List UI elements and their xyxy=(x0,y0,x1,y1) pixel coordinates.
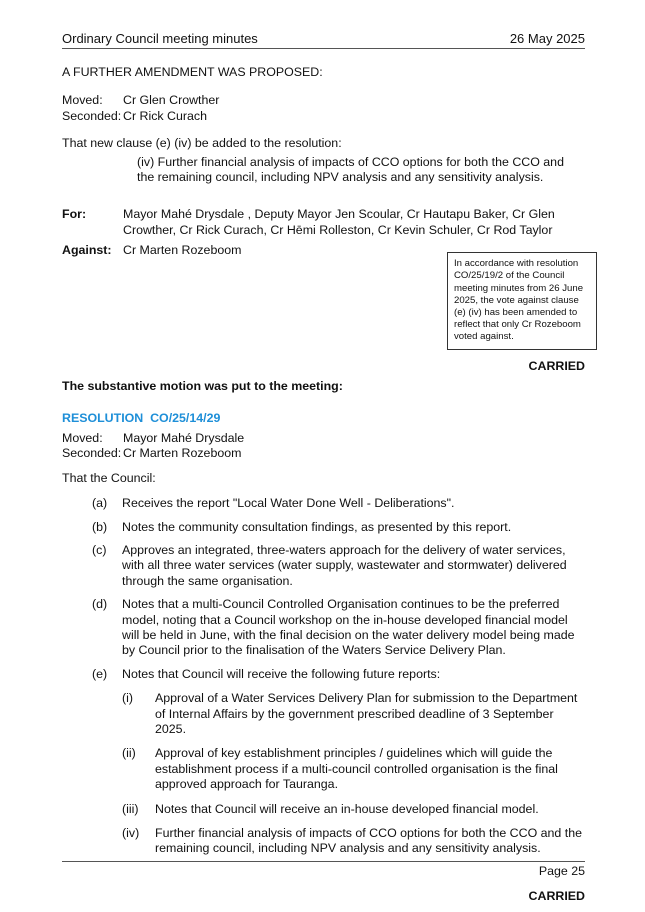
amendment-intro: That new clause (e) (iv) be added to the resolution: xyxy=(62,136,342,151)
resolution-seconded: Seconded: Cr Marten Rozeboom xyxy=(62,446,242,461)
amendment-seconded: Seconded: Cr Rick Curach xyxy=(62,108,207,123)
vote-against: Against: Cr Marten Rozeboom xyxy=(62,243,242,258)
resolution-item: (a) Receives the report "Local Water Done Well - Deliberations". xyxy=(92,496,455,511)
vote-for: For: Mayor Mahé Drysdale , Deputy Mayor Jen Scoular, Cr Hautapu Baker, Cr Glen Crowther, Cr Rick Curach, Cr Hēmi Rolleston, Cr Kevin Schuler, Cr Rod Taylor xyxy=(62,207,555,237)
amendment-clause: (iv) Further financial analysis of impacts of CCO options for both the CCO and the remaining council, including NPV analysis and any sensitivity analysis. xyxy=(137,154,564,185)
page-number: Page 25 xyxy=(538,864,585,878)
resolution-item: (d) Notes that a multi-Council Controlled Organisation continues to be the preferred model, noting that a Council workshop on the in-house developed financial model will be held in June, with the final decision on the water delivery model being made by Council prior to the finalisation of the Waters Service Delivery Plan. xyxy=(92,597,575,658)
substantive-motion: The substantive motion was put to the meeting: xyxy=(62,379,343,394)
resolution-intro: That the Council: xyxy=(62,470,156,485)
vote-against-row xyxy=(62,243,585,349)
footer-rule xyxy=(62,861,585,862)
document-date: 26 May 2025 xyxy=(509,31,585,46)
minutes-content xyxy=(62,65,585,904)
amendment-moved: Moved: Cr Glen Crowther xyxy=(62,93,220,108)
resolution-item: (e) Notes that Council will receive the following future reports: xyxy=(92,666,441,681)
resolution-item: (c) Approves an integrated, three-waters approach for the delivery of water services, with all three water services (water supply, wastewater and stormwater) delivered through the same organisation. xyxy=(92,542,567,588)
resolution-result: CARRIED xyxy=(528,888,585,903)
resolution-subitem: (iii) Notes that Council will receive an in-house developed financial model. xyxy=(122,801,539,816)
resolution-title: RESOLUTION CO/25/14/29 xyxy=(62,411,221,426)
amendment-heading: A FURTHER AMENDMENT WAS PROPOSED: xyxy=(62,65,323,79)
resolution-item: (b) Notes the community consultation findings, as presented by this report. xyxy=(92,519,512,534)
resolution-subitem: (iv) Further financial analysis of impacts of CCO options for both the CCO and the remaining council, including NPV analysis and any sensitivity analysis. xyxy=(122,826,582,856)
resolution-moved: Moved: Mayor Mahé Drysdale xyxy=(62,430,245,445)
document-title: Ordinary Council meeting minutes xyxy=(62,31,258,46)
resolution-subitem: (i) Approval of a Water Services Delivery Plan for submission to the Department of Internal Affairs by the government prescribed deadline of 3 September 2025. xyxy=(122,691,578,736)
amendment-result: CARRIED xyxy=(528,358,585,373)
amendment-note-box: In accordance with resolution CO/25/19/2 of the Council meeting minutes from 26 June 2025, the vote against clause (e) (iv) has been amended to reflect that only Cr Rozeboom voted against. xyxy=(447,252,597,349)
header-rule xyxy=(62,48,585,49)
resolution-subitem: (ii) Approval of key establishment principles / guidelines which will guide the establishment process if a multi-council controlled organisation is the final approved approach for Tauranga. xyxy=(122,746,558,792)
